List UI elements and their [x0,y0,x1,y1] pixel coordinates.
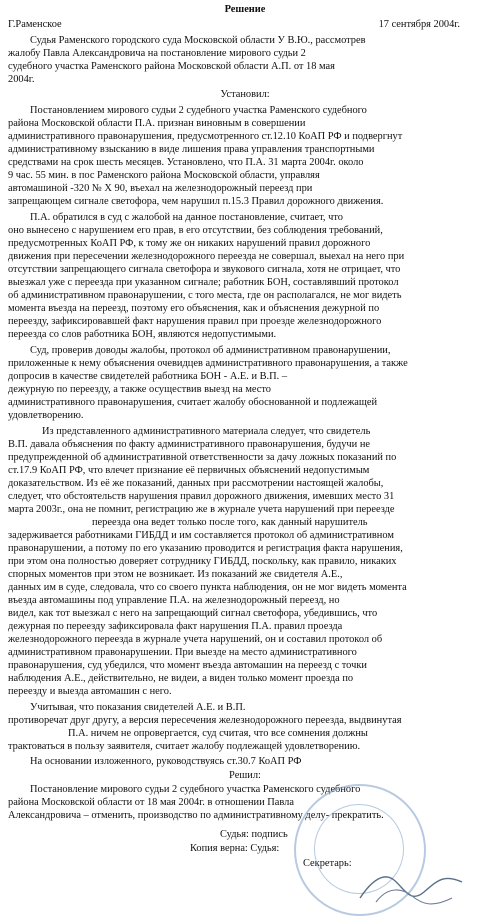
body-line-29: Из представленного административного материала следует, что свидетель [42,426,371,437]
body-line-23: Суд, проверив доводы жалобы, протокол об административном правонарушении, [30,345,391,356]
document-title: Решение [224,4,266,15]
body-line-37: задерживается работниками ГИБДД и им составляется протокол об административном [8,530,394,541]
body-line-43: видел, как тот выезжал с него на запрещающий сигнал светофора, убедившись, что [8,608,378,619]
signature [356,862,466,914]
body-line-10: 9 час. 55 мин. в пос Раменского района Московской области, управляя [8,170,320,181]
body-line-18: выезжал уже с переезда при указанном сигнале; работник БОН, составлявший протокол [8,277,399,288]
body-line-45: железнодорожного переезда в журнале учета нарушений, он и составил протокол об [8,634,383,645]
body-line-5: Постановлением мирового судьи 2 судебного участка Раменского судебного [30,105,367,116]
body-line-14: оно вынесено с нарушением его прав, в его отсутствии, без соблюдения требований, [8,225,383,236]
body-line-6: района Московской области П.А. признан виновным в совершении [8,118,306,129]
body-line-21: переезду, зафиксировавшей факт нарушения правил при проезде железнодорожного [8,316,382,327]
body-line-27: административного правонарушения, считает жалобу обоснованной и подлежащей [8,397,378,408]
body-line-39: при этом она полностью доверяет сотруднику ГИБДД, поскольку, как правило, никаких [8,556,397,567]
body-line-44: дежурная по переезду зафиксировала факт нарушения П.А. правил проезда [8,621,343,632]
body-line-52: П.А. ничем не опровергается, суд считая, что все сомнения должны [68,728,368,739]
body-line-47: правонарушения, суд убедился, что момент въезда автомашин на переезд с точки [8,660,367,671]
body-line-3: судебного участка Раменского района Московской области А.П. от 18 мая [8,61,335,72]
body-line-9: средствами на срок шесть месяцев. Установлено, что П.А. 31 марта 2004г. около [8,157,364,168]
section-heading-decided: Решил: [229,770,261,781]
body-line-32: ст.17.9 КоАП РФ, что влечет признание её первичных объяснений недопустимым [8,465,370,476]
secretary-line: Секретарь: [303,858,352,869]
body-line-36: переезда она ведет только после того, как данный нарушитель [92,517,368,528]
body-line-26: дежурную по переезду, а также осуществив выезд на место [8,384,271,395]
body-line-35: марта 2003г., она не помнит, регистрацию же в журнале учета нарушений при переезде [8,504,395,515]
body-line-15: предусмотренных КоАП РФ, к тому же он никаких нарушений правил дорожного [8,238,371,249]
body-line-16: движения при пересечении железнодорожного переезда не совершал, выехал на него при [8,251,405,262]
body-line-11: автомашиной -320 № Х 90, въехал на железнодорожный переезд при [8,183,313,194]
body-line-53: трактоваться в пользу заявителя, считает жалобу подлежащей удовлетворению. [8,741,361,752]
body-line-17: отсутствии запрещающего сигнала светофора и звукового сигнала, хотя не отрицает, что [8,264,401,275]
body-line-20: момента въезда на переезд, поэтому его объяснения, как и объяснения дежурной по [8,303,380,314]
body-line-4: 2004г. [8,74,35,85]
body-line-51: противоречат друг другу, а версия пересечения железнодорожного переезда, выдвинутая [8,715,402,726]
header-date: 17 сентября 2004г. [378,19,460,30]
body-line-8: административному взысканию в виде лишения права управления транспортными [8,144,375,155]
body-line-48: наблюдения А.Е., действительно, не видеи, а виден только момент проезда по [8,673,354,684]
copy-certified-line: Копия верна: Судья: [190,843,280,854]
body-line-56: района Московской области от 18 мая 2004г. в отношении Павла [8,797,294,808]
body-line-50: Учитывая, что показания свидетелей А.Е. и В.П. [30,702,246,713]
body-line-30: В.П. давала объяснения по факту административного правонарушения, будучи не [8,439,370,450]
body-line-31: предупрежденной об административной ответственности за дачу ложных показаний по [8,452,397,463]
header-place: Г.Раменское [8,19,62,30]
body-line-57: Александровича – отменить, производство по административному делу- прекратить. [8,810,384,821]
body-line-46: административном правонарушении. При выезде на место административного [8,647,357,658]
body-line-54: На основании изложенного, руководствуясь ст.30.7 КоАП РФ [30,756,302,767]
body-line-22: переезда со слов работника БОН, являются недопустимыми. [8,329,277,340]
body-line-2: жалобу Павла Александровича на постановление мирового судьи 2 [8,48,306,59]
body-line-41: данных им в суде, следовала, что со своего пункта наблюдения, он не мог видеть момента [8,582,407,593]
body-line-34: следует, что обстоятельств нарушения правил дорожного движения, имевших место 31 [8,491,395,502]
body-line-1: Судья Раменского городского суда Московской области У В.Ю., рассмотрев [30,35,366,46]
body-line-13: П.А. обратился в суд с жалобой на данное постановление, считает, что [30,212,343,223]
body-line-33: доказательством. Из её же показаний, данных при рассмотрении настоящей жалобы, [8,478,384,489]
body-line-55: Постановление мирового судьи 2 судебного участка Раменского судебного [30,784,361,795]
body-line-42: въезда автомашины под управление П.А. на железнодорожный переезд, но [8,595,340,606]
body-line-25: допросив в качестве свидетелей работника БОН - А.Е. и В.П. – [8,371,288,382]
body-line-19: об административном правонарушении, с того места, где он располагался, не мог видеть [8,290,402,301]
body-line-49: переезду и выезда автомашин с него. [8,686,172,697]
section-heading-established: Установил: [220,89,270,100]
body-line-24: приложенные к нему объяснения очевидцев административного правонарушения, а также [8,358,408,369]
body-line-7: административного правонарушения, предусмотренного ст.12.10 КоАП РФ и подвергнут [8,131,403,142]
body-line-40: спорных моментов при этом не возникает. Из показаний же свидетеля А.Е., [8,569,343,580]
judge-signature-line: Судья: подпись [220,829,288,840]
body-line-12: запрещающем сигнале светофора, чем нарушил п.15.3 Правил дорожного движения. [8,196,384,207]
body-line-28: удовлетворению. [8,410,84,421]
body-line-38: правонарушении, а потому по его указанию проводится и регистрация факта нарушения, [8,543,403,554]
